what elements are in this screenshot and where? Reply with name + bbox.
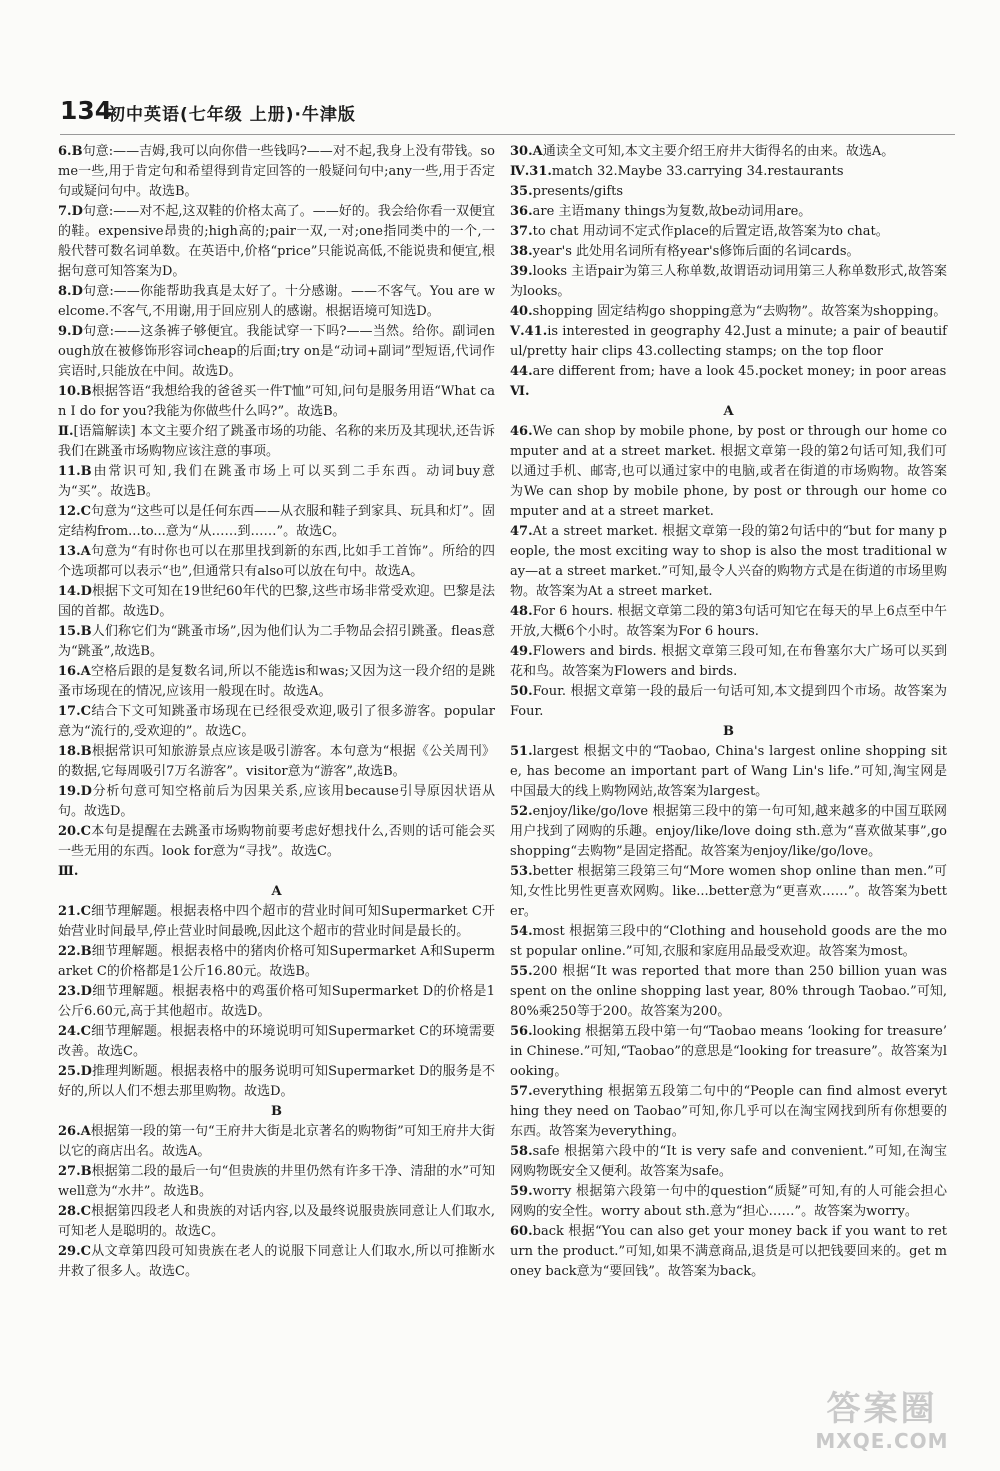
answer-number: 15.B [58, 624, 92, 639]
left-answer-column [58, 142, 495, 1282]
answer-item [510, 182, 947, 202]
answer-item [510, 262, 947, 302]
answer-number: 55. [510, 964, 533, 979]
answer-number: 24.C [58, 1024, 91, 1039]
answer-number: 29.C [58, 1244, 91, 1259]
answer-number: 8.D [58, 284, 83, 299]
answer-text: 空格后跟的是复数名词,所以不能选is和was;又因为这一段介绍的是跳蚤市场现在的情况,应该用一般现在时。故选A。 [58, 664, 495, 699]
answer-number: 10.B [58, 384, 92, 399]
answer-number: 57. [510, 1084, 533, 1099]
answer-number: 40. [510, 304, 533, 319]
answer-text: back 根据“You can also get your money back if you want to return the product.”可知,如果不满意商品,退货是可以把钱要回来的。get money back意为“要回钱”。故答案为back。 [510, 1224, 947, 1279]
answer-number: 46. [510, 424, 533, 439]
answer-number: 20.C [58, 824, 91, 839]
answer-item [510, 242, 947, 262]
answer-number: 52. [510, 804, 533, 819]
answer-number: 58. [510, 1144, 533, 1159]
answer-text: 句意:——吉姆,我可以向你借一些钱吗?——对不起,我身上没有带钱。some一些,用于肯定句和希望得到肯定回答的一般疑问句中;any一些,用于否定句或疑问句中。故选B。 [58, 144, 495, 199]
answer-text: worry 根据第六段第一句中的question“质疑”可知,有的人可能会担心网购的安全性。worry about sth.意为“担心……”。故答案为worry。 [510, 1184, 947, 1219]
answer-text: largest 根据文中的“Taobao, China's largest online shopping site, has become an important part of Wang Lin's life.”可知,淘宝网是中国最大的线上购物网站,故答案为largest。 [510, 744, 947, 799]
answer-text: At a street market. 根据文章第一段的第2句话中的“but for many people, the most exciting way to shop is also the most traditional way—at a street market.”可知,最令人兴奋的购物方式是在街道的市场里购物。故答案为At a street market. [510, 524, 947, 599]
answer-number: Ⅳ.31. [510, 164, 552, 179]
answer-text: year's 此处用名词所有格year's修饰后面的名词cards。 [532, 244, 860, 259]
answer-item [510, 362, 947, 382]
answer-text: safe 根据第六段中的“It is very safe and convenient.”可知,在淘宝网购物既安全又便利。故答案为safe。 [510, 1144, 947, 1179]
answer-number: 7.D [58, 204, 83, 219]
answer-item [58, 502, 495, 542]
answer-text: presents/gifts [532, 184, 624, 199]
watermark-logo: 答案圈 [826, 1389, 938, 1429]
answer-text: 200 根据“It was reported that more than 250 billion yuan was spent on the online shopping last year, 80% through Taobao.”可知,80%乘250等于200。故答案为200。 [510, 964, 947, 1019]
answer-number: 54. [510, 924, 533, 939]
answer-number: 59. [510, 1184, 533, 1199]
right-answer-column [510, 142, 947, 1282]
answer-item [58, 1122, 495, 1162]
answer-number: 47. [510, 524, 533, 539]
answer-text: 细节理解题。根据表格中的鸡蛋价格可知Supermarket D的价格是1公斤6.60元,高于其他超市。故选D。 [58, 984, 495, 1019]
answer-text: 本句是提醒在去跳蚤市场购物前要考虑好想找什么,否则的话可能会买一些无用的东西。look for意为“寻找”。故选C。 [58, 824, 495, 859]
answer-text: [语篇解读] 本文主要介绍了跳蚤市场的功能、名称的来历及其现状,还告诉我们在跳蚤市场购物应该注意的事项。 [58, 424, 495, 459]
answer-item [58, 322, 495, 382]
header-rule [60, 134, 955, 135]
section-subheading: B [723, 724, 734, 739]
answer-number: 26.A [58, 1124, 91, 1139]
answer-number: 37. [510, 224, 533, 239]
page-number: 134 [60, 96, 113, 125]
answer-text: 人们称它们为“跳蚤市场”,因为他们认为二手物品会招引跳蚤。fleas意为“跳蚤”,故选B。 [58, 624, 495, 659]
answer-text: 细节理解题。根据表格中的环境说明可知Supermarket C的环境需要改善。故选C。 [58, 1024, 495, 1059]
answer-item [510, 682, 947, 722]
answer-item [510, 602, 947, 642]
answer-number: 38. [510, 244, 533, 259]
answer-number: 21.C [58, 904, 91, 919]
answer-number: 28.C [58, 1204, 91, 1219]
answer-text: match 32.Maybe 33.carrying 34.restaurants [551, 164, 844, 179]
answer-text: 根据第一段的第一句“王府井大街是北京著名的购物街”可知王府井大街以它的商店出名。故选A。 [58, 1124, 495, 1159]
answer-text: 根据第二段的最后一句“但贵族的井里仍然有许多干净、清甜的水”可知well意为“水井”。故选B。 [58, 1164, 495, 1199]
answer-item [58, 282, 495, 322]
answer-text: 句意为“有时你也可以在那里找到新的东西,比如手工首饰”。所给的四个选项都可以表示“也”,但通常只有also可以放在句中。故选A。 [58, 544, 495, 579]
answer-item [510, 742, 947, 802]
answer-item [58, 202, 495, 282]
answer-item [510, 1222, 947, 1282]
answer-text: better 根据第三段第三句“More women shop online than men.”可知,女性比男性更喜欢网购。like...better意为“更喜欢……”。故答案为better。 [510, 864, 947, 919]
answer-text: Flowers and birds. 根据文章第三段可知,在布鲁塞尔大广场可以买到花和鸟。故答案为Flowers and birds. [510, 644, 947, 679]
answer-item [58, 902, 495, 942]
answer-number: 22.B [58, 944, 92, 959]
answer-item [510, 322, 947, 362]
answer-number: 9.D [58, 324, 83, 339]
book-title: 初中英语(七年级 上册)·牛津版 [108, 105, 356, 125]
answer-item [58, 462, 495, 502]
answer-text: 细节理解题。根据表格中的猪肉价格可知Supermarket A和Supermarket C的价格都是1公斤16.80元。故选B。 [58, 944, 495, 979]
answer-number: 50. [510, 684, 533, 699]
answer-item [58, 1242, 495, 1282]
answer-text: looks 主语pair为第三人称单数,故谓语动词用第三人称单数形式,故答案为looks。 [510, 264, 947, 299]
answer-item [510, 962, 947, 1022]
answer-number: Ⅱ. [58, 424, 74, 439]
answer-text: enjoy/like/go/love 根据第三段中的第一句可知,越来越多的中国互联网用户找到了网购的乐趣。enjoy/like/love doing sth.意为“喜欢做某事”,go shopping“去购物”是固定搭配。故答案为enjoy/like/go/love。 [510, 804, 947, 859]
answer-text: 句意:——对不起,这双鞋的价格太高了。——好的。我会给你看一双便宜的鞋。expensive昂贵的;high高的;pair一双,一对;one指同类中的一个,一般代替可数名词单数。在英语中,价格“price”只能说高低,不能说贵和便宜,根据句意可知答案为D。 [58, 204, 495, 279]
answer-item [510, 862, 947, 922]
answer-text: 句意为“这些可以是任何东西——从衣服和鞋子到家具、玩具和灯”。固定结构from...to...意为“从……到……”。故选C。 [58, 504, 495, 539]
answer-item [510, 522, 947, 602]
answer-item [510, 642, 947, 682]
answer-item [58, 422, 495, 462]
answer-item [58, 702, 495, 742]
section-subheading: A [271, 884, 282, 899]
answer-text: 由常识可知,我们在跳蚤市场上可以买到二手东西。动词buy意为“买”。故选B。 [58, 464, 495, 499]
answer-text: is interested in geography 42.Just a minute; a pair of beautiful/pretty hair clips 43.collecting stamps; on the top floor [510, 324, 947, 359]
answer-text: to chat 用动词不定式作place的后置定语,故答案为to chat。 [532, 224, 889, 239]
answer-text: are 主语many things为复数,故be动词用are。 [532, 204, 812, 219]
answer-text: 细节理解题。根据表格中四个超市的营业时间可知Supermarket C开始营业时间最早,停止营业时间最晚,因此这个超市的营业时间是最长的。 [58, 904, 495, 939]
answer-item [510, 1142, 947, 1182]
answer-number: 48. [510, 604, 533, 619]
answer-item [58, 942, 495, 982]
answer-item [510, 1022, 947, 1082]
answer-text: 句意:——这条裤子够便宜。我能试穿一下吗?——当然。给你。副词enough放在被修饰形容词cheap的后面;try on是“动词+副词”型短语,代词作宾语时,只能放在中间。故选D。 [58, 324, 495, 379]
answer-item [510, 1082, 947, 1142]
answer-text: 分析句意可知空格前后为因果关系,应该用because引导原因状语从句。故选D。 [58, 784, 495, 819]
answer-item [58, 822, 495, 862]
answer-item [58, 142, 495, 202]
answer-text: are different from; have a look 45.pocket money; in poor areas [532, 364, 947, 379]
answer-number: 53. [510, 864, 533, 879]
answer-number: 30.A [510, 144, 543, 159]
section-subheading: A [723, 404, 734, 419]
answer-number: 23.D [58, 984, 92, 999]
answer-number: 19.D [58, 784, 92, 799]
answer-text: We can shop by mobile phone, by post or through our home computer and at a street market. 根据文章第一段的第2句话可知,我们可以通过手机、邮寄,也可以通过家中的电脑,或者在街道的市场购物。故答案为We can shop by mobile phone, by post or through our home computer and at a street market. [510, 424, 947, 519]
answer-number: Ⅲ. [58, 864, 79, 879]
answer-number: 18.B [58, 744, 92, 759]
answer-item [58, 1062, 495, 1102]
answer-number: 56. [510, 1024, 533, 1039]
answer-number: 44. [510, 364, 533, 379]
answer-item [510, 142, 947, 162]
answer-item [58, 382, 495, 422]
answer-item [510, 202, 947, 222]
answer-number: 39. [510, 264, 533, 279]
answer-item [58, 1162, 495, 1202]
answer-number: 36. [510, 204, 533, 219]
answer-number: 11.B [58, 464, 92, 479]
answer-item [510, 162, 947, 182]
answer-item [510, 922, 947, 962]
answer-number: 16.A [58, 664, 91, 679]
answer-number: 51. [510, 744, 533, 759]
answer-text: 结合下文可知跳蚤市场现在已经很受欢迎,吸引了很多游客。popular意为“流行的,受欢迎的”。故选C。 [58, 704, 495, 739]
answer-item [58, 982, 495, 1022]
answer-text: most 根据第三段中的“Clothing and household goods are the most popular online.”可知,衣服和家庭用品最受欢迎。故答案为most。 [510, 924, 947, 959]
answer-item [58, 862, 495, 882]
answer-text: 根据常识可知旅游景点应该是吸引游客。本句意为“根据《公关周刊》的数据,它每周吸引7万名游客”。visitor意为“游客”,故选B。 [58, 744, 495, 779]
answer-number: 6.B [58, 144, 83, 159]
answer-item [58, 1022, 495, 1062]
answer-item [510, 302, 947, 322]
answer-text: shopping 固定结构go shopping意为“去购物”。故答案为shopping。 [532, 304, 947, 319]
answer-number: 14.D [58, 584, 92, 599]
page-header [60, 96, 960, 136]
answer-text: Four. 根据文章第一段的最后一句话可知,本文提到四个市场。故答案为Four. [510, 684, 947, 719]
answer-text: 根据答语“我想给我的爸爸买一件T恤”可知,问句是服务用语“What can I do for you?我能为你做些什么吗?”。故选B。 [58, 384, 495, 419]
answer-text: 根据第四段老人和贵族的对话内容,以及最终说服贵族同意让人们取水,可知老人是聪明的。故选C。 [58, 1204, 495, 1239]
answer-item [510, 422, 947, 522]
answer-number: Ⅵ. [510, 384, 530, 399]
answer-text: everything 根据第五段第二句中的“People can find almost everything they need on Taobao”可知,你几乎可以在淘宝网找到所有你想要的东西。故答案为everything。 [510, 1084, 947, 1139]
answer-number: 25.D [58, 1064, 92, 1079]
answer-text: 推理判断题。根据表格中的服务说明可知Supermarket D的服务是不好的,所以人们不想去那里购物。故选D。 [58, 1064, 495, 1099]
answer-number: 60. [510, 1224, 533, 1239]
section-subheading: B [271, 1104, 282, 1119]
answer-number: Ⅴ.41. [510, 324, 548, 339]
answer-number: 27.B [58, 1164, 92, 1179]
watermark [782, 1389, 982, 1461]
answer-item [58, 662, 495, 702]
answer-text: 通读全文可知,本文主要介绍王府井大街得名的由来。故选A。 [542, 144, 895, 159]
answer-item [510, 382, 947, 402]
answer-item [58, 782, 495, 822]
answer-number: 17.C [58, 704, 91, 719]
answer-number: 49. [510, 644, 533, 659]
answer-text: 从文章第四段可知贵族在老人的说服下同意让人们取水,所以可推断水井救了很多人。故选C。 [58, 1244, 495, 1279]
answer-number: 12.C [58, 504, 91, 519]
answer-text: looking 根据第五段中第一句“Taobao means ‘looking for treasure’ in Chinese.”可知,“Taobao”的意思是“looking for treasure”。故答案为looking。 [510, 1024, 947, 1079]
answer-item [58, 542, 495, 582]
answer-text: 句意:——你能帮助我真是太好了。十分感谢。——不客气。You are welcome.不客气,不用谢,用于回应别人的感谢。根据语境可知选D。 [58, 284, 495, 319]
answer-number: 13.A [58, 544, 91, 559]
answer-item [58, 1202, 495, 1242]
answer-item [510, 1182, 947, 1222]
answer-text: 根据下文可知在19世纪60年代的巴黎,这些市场非常受欢迎。巴黎是法国的首都。故选D。 [58, 584, 495, 619]
watermark-url: MXQE.COM [815, 1429, 949, 1453]
answer-item [58, 742, 495, 782]
answer-text: For 6 hours. 根据文章第二段的第3句话可知它在每天的早上6点至中午开放,大概6个小时。故答案为For 6 hours. [510, 604, 947, 639]
answer-item [510, 802, 947, 862]
answer-item [58, 622, 495, 662]
answer-item [58, 582, 495, 622]
answer-number: 35. [510, 184, 533, 199]
answer-item [510, 222, 947, 242]
